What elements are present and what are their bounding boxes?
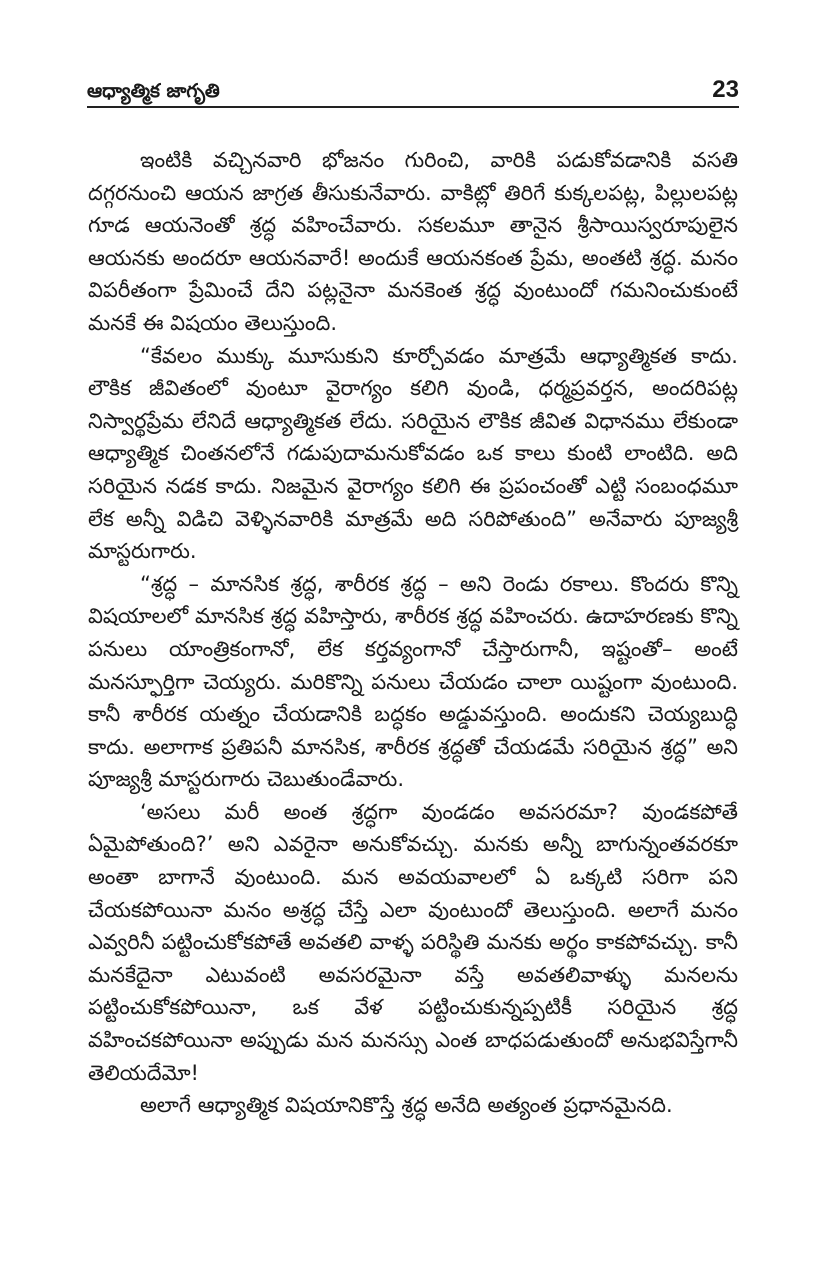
running-header bbox=[87, 72, 739, 108]
body-text bbox=[88, 144, 738, 1122]
page-number: 23 bbox=[712, 76, 739, 103]
paragraph-3: “శ్రద్ధ – మానసిక శ్రద్ధ, శారీరక శ్రద్ధ – అని రెండు రకాలు. కొందరు కొన్ని విషయాలలో మానసిక శ్రద్ధ వహిస్తారు, శారీరక శ్రద్ధ వహించరు. ఉదాహరణకు కొన్ని పనులు యాంత్రికంగానో, లేక కర్తవ్యంగానో చేస్తారుగానీ, ఇష్టంతో– అంటే మనస్ఫూర్తిగా చెయ్యరు. మరికొన్ని పనులు చేయడం చాలా యిష్టంగా వుంటుంది. కానీ శారీరక యత్నం చేయడానికి బద్ధకం అడ్డువస్తుంది. అందుకని చెయ్యబుద్ధి కాదు. అలాగాక ప్రతిపనీ మానసిక, శారీరక శ్రద్ధతో చేయడమే సరియైన శ్రద్ధ” అని పూజ్యశ్రీ మాస్టరుగారు చెబుతుండేవారు. bbox=[88, 571, 738, 792]
paragraph-1: ఇంటికి వచ్చినవారి భోజనం గురించి, వారికి పడుకోవడానికి వసతి దగ్గరనుంచి ఆయన జాగ్రత తీసుకునేవారు. వాకిట్లో తిరిగే కుక్కలపట్ల, పిల్లులపట్ల గూడ ఆయనెంతో శ్రద్ధ వహించేవారు. సకలమూ తానైన శ్రీసాయిస్వరూపులైన ఆయనకు అందరూ ఆయనవారే! అందుకే ఆయనకంత ప్రేమ, అంతటి శ్రద్ధ. మనం విపరీతంగా ప్రేమించే దేని పట్లనైనా మనకెంత శ్రద్ధ వుంటుందో గమనించుకుంటే మనకే ఈ విషయం తెలుస్తుంది. bbox=[88, 148, 738, 335]
paragraph-4: ‘అసలు మరీ అంత శ్రద్ధగా వుండడం అవసరమా? వుండకపోతే ఏమైపోతుంది?’ అని ఎవరైనా అనుకోవచ్చు. మనకు అన్నీ బాగున్నంతవరకూ అంతా బాగానే వుంటుంది. మన అవయవాలలో ఏ ఒక్కటి సరిగా పని చేయకపోయినా మనం అశ్రద్ధ చేస్తే ఎలా వుంటుందో తెలుస్తుంది. అలాగే మనం ఎవ్వరినీ పట్టించుకోకపోతే అవతలి వాళ్ళ పరిస్థితి మనకు అర్థం కాకపోవచ్చు. కానీ మనకేదైనా ఎటువంటి అవసరమైనా వస్తే అవతలివాళ్ళు మనలను పట్టించుకోకపోయినా, ఒక వేళ పట్టించుకున్నప్పటికీ సరియైన శ్రద్ధ వహించకపోయినా అప్పుడు మన మనస్సు ఎంత బాధపడుతుందో అనుభవిస్తేగానీ తెలియదేమో! bbox=[88, 799, 738, 1085]
paragraph-5: అలాగే ఆధ్యాత్మిక విషయానికొస్తే శ్రద్ధ అనేది అత్యంత ప్రధానమైనది. bbox=[140, 1093, 673, 1118]
paragraph-2: “కేవలం ముక్కు మూసుకుని కూర్చోవడం మాత్రమే ఆధ్యాత్మికత కాదు. లౌకిక జీవితంలో వుంటూ వైరాగ్యం కలిగి వుండి, ధర్మప్రవర్తన, అందరిపట్ల నిస్వార్థప్రేమ లేనిదే ఆధ్యాత్మికత లేదు. సరియైన లౌకిక జీవిత విధానము లేకుండా ఆధ్యాత్మిక చింతనలోనే గడుపుదామనుకోవడం ఒక కాలు కుంటి లాంటిది. అది సరియైన నడక కాదు. నిజమైన వైరాగ్యం కలిగి ఈ ప్రపంచంతో ఎట్టి సంబంధమూ లేక అన్నీ విడిచి వెళ్ళినవారికి మాత్రమే అది సరిపోతుంది” అనేవారు పూజ్యశ్రీ మాస్టరుగారు. bbox=[88, 343, 738, 564]
book-title: ఆధ్యాత్మిక జాగృతి bbox=[87, 80, 220, 102]
